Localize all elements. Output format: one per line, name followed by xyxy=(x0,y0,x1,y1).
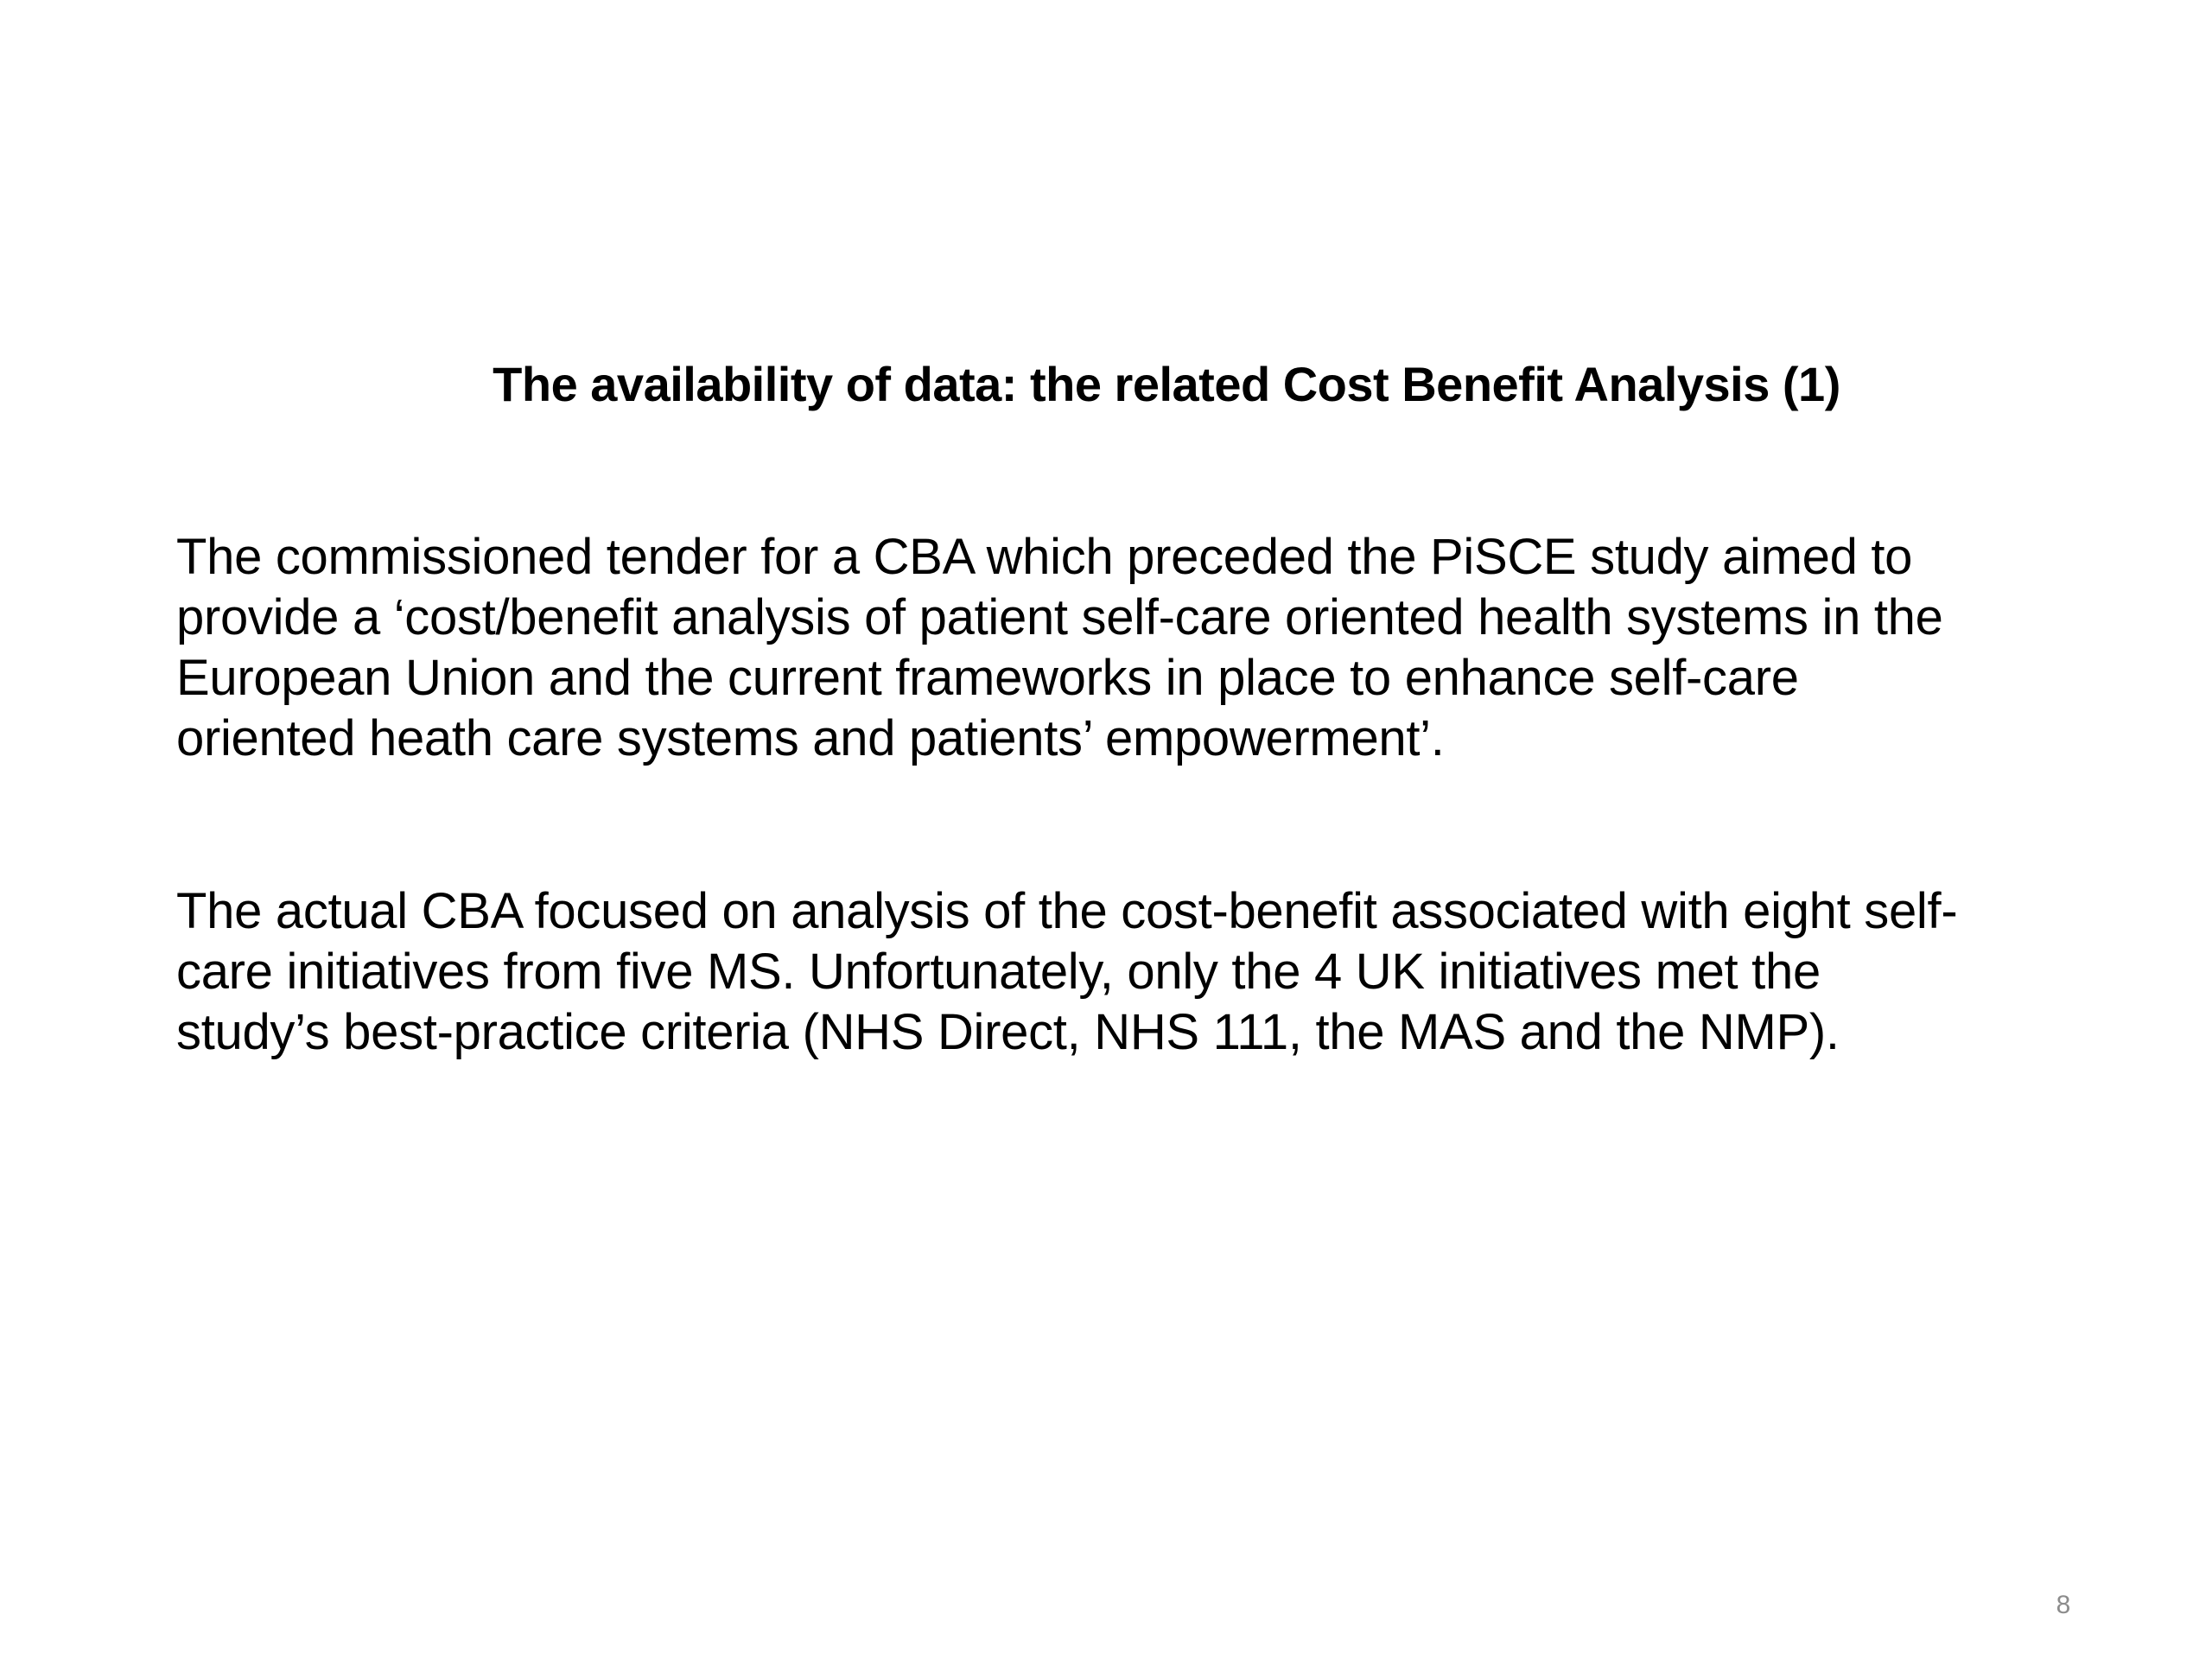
paragraph-line: study’s best-practice criteria (NHS Direct, NHS 111, the MAS and the NMP). xyxy=(176,1004,1840,1060)
body-paragraph-1 xyxy=(176,527,2164,769)
slide-title: The availability of data: the related Cost Benefit Analysis (1) xyxy=(493,357,1840,411)
paragraph-line: care initiatives from five MS. Unfortunately, only the 4 UK initiatives met the xyxy=(176,944,1821,1000)
paragraph-line: provide a ‘cost/benefit analysis of patient self-care oriented health systems in the xyxy=(176,589,1943,645)
body-paragraph-2 xyxy=(176,881,2164,1063)
paragraph-line: The actual CBA focused on analysis of the cost-benefit associated with eight self- xyxy=(176,883,1958,939)
paragraph-line: European Union and the current frameworks in place to enhance self-care xyxy=(176,650,1799,706)
paragraph-line: The commissioned tender for a CBA which preceded the PiSCE study aimed to xyxy=(176,529,1913,585)
page-number: 8 xyxy=(2056,1591,2071,1619)
paragraph-line: oriented heath care systems and patients’ empowerment’. xyxy=(176,710,1445,766)
